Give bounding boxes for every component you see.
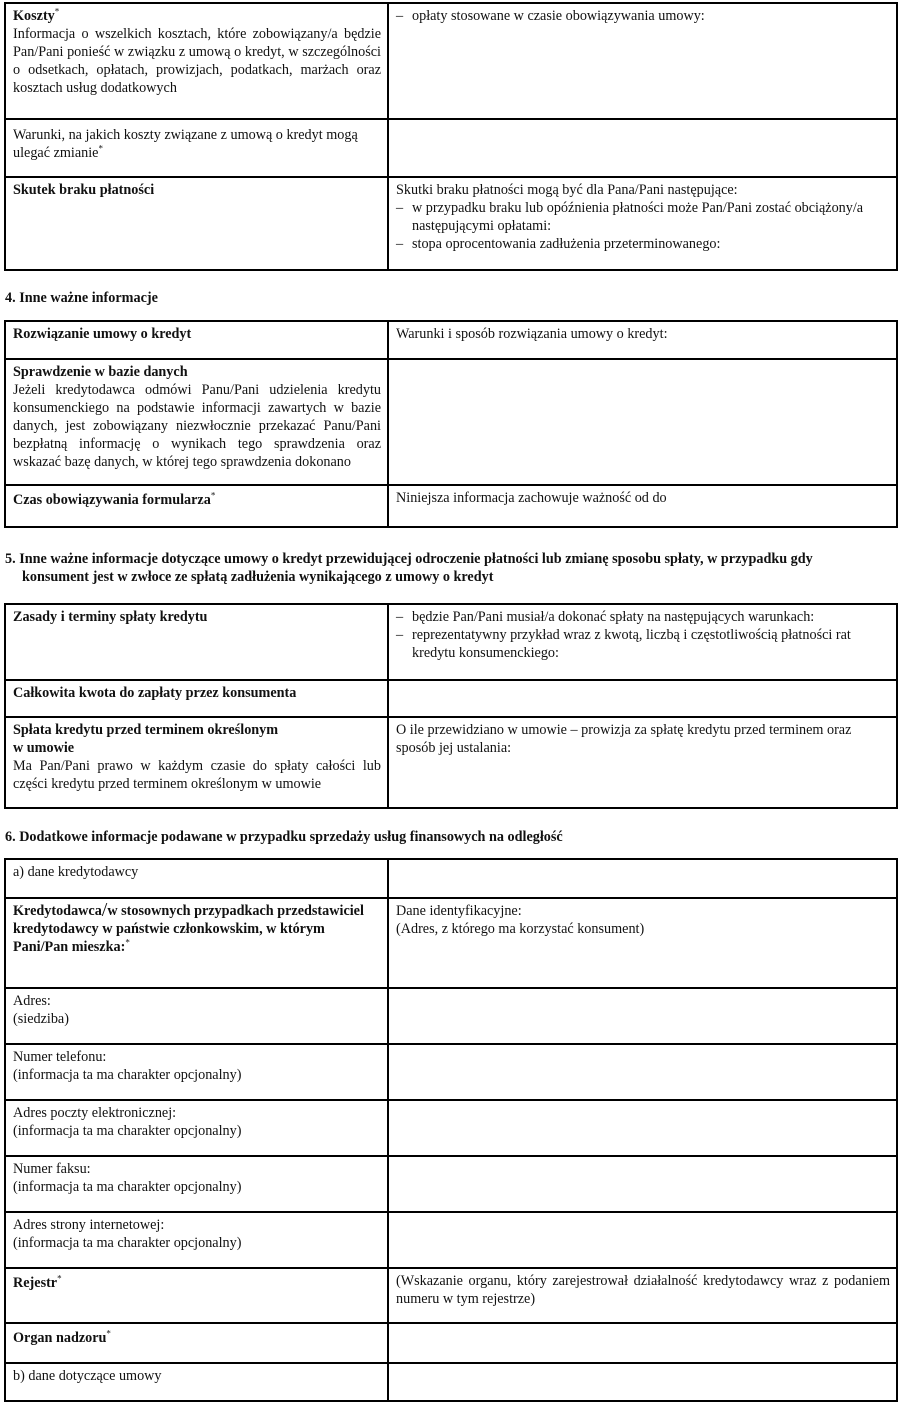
footnote-mark: * (125, 937, 130, 948)
cell-organ-value (388, 1323, 897, 1363)
www-label: Adres strony internetowej: (13, 1217, 165, 1233)
koszty-description: Informacja o wszelkich kosztach, które zobowiązany/a będzie Pan/Pani ponieść w związku z umową o kredyt, w szczególności o odsetkach, opłatach, prowizjach, podatkach, marżach oraz kosztach usług dodatkowych (13, 26, 381, 96)
koszty-item: – opłaty stosowane w czasie obowiązywania umowy: (396, 7, 890, 25)
costs-table (4, 2, 898, 271)
cell-empty (388, 859, 897, 898)
cell-czas-value (388, 485, 897, 527)
dane-umowy-label: b) dane dotyczące umowy (13, 1368, 162, 1384)
splata-title-line1: Spłata kredytu przed terminem określonym (13, 722, 279, 738)
www-note: (informacja ta ma charakter opcjonalny) (13, 1235, 242, 1251)
footnote-mark: * (210, 490, 216, 501)
skutek-intro: Skutki braku płatności mogą być dla Pana/Pani następujące: (396, 182, 738, 198)
cell-adres-value (388, 988, 897, 1044)
telefon-label: Numer telefonu: (13, 1049, 107, 1065)
cell-zasady-value (388, 604, 897, 680)
rozwiazanie-text: Warunki i sposób rozwiązania umowy o kredyt: (396, 326, 668, 342)
row-koszty (5, 3, 897, 119)
cell-rejestr-label (5, 1268, 388, 1323)
telefon-note: (informacja ta ma charakter opcjonalny) (13, 1067, 242, 1083)
row-warunki (5, 119, 897, 177)
rozwiazanie-title: Rozwiązanie umowy o kredyt (13, 326, 192, 342)
cell-warunki-value (388, 119, 897, 177)
section-5-heading-line1: 5. Inne ważne informacje dotyczące umowy o kredyt przewidującej odroczenie płatności lub zmianę sposobu spłaty, w przypadku gdy (5, 551, 813, 567)
cell-splata-label (5, 717, 388, 808)
zasady-item: – będzie Pan/Pani musiał/a dokonać spłaty na następujących warunkach: (396, 608, 890, 626)
kredytodawca-title-b: w stosownych przypadkach przedstawiciel kredytodawcy w państwie członkowskim, w którym Pani/Pan mieszka: (13, 903, 364, 955)
row-telefon (5, 1044, 897, 1100)
cell-koszty-value (388, 3, 897, 119)
cell-email-label (5, 1100, 388, 1156)
email-label: Adres poczty elektronicznej: (13, 1105, 177, 1121)
row-adres (5, 988, 897, 1044)
koszty-title: Koszty (13, 8, 55, 24)
email-note: (informacja ta ma charakter opcjonalny) (13, 1123, 242, 1139)
section-6-heading: 6. Dodatkowe informacje podawane w przypadku sprzedaży usług finansowych na odległość (5, 829, 563, 845)
cell-adres-label (5, 988, 388, 1044)
rejestr-text: (Wskazanie organu, który zarejestrował działalność kredytodawcy wraz z podaniem numeru w tym rejestrze) (396, 1273, 890, 1307)
cell-zasady-label (5, 604, 388, 680)
cell-rozwiazanie-label (5, 321, 388, 359)
cell-dane-umowy (5, 1363, 388, 1401)
footnote-mark: * (106, 1328, 111, 1339)
cell-splata-value (388, 717, 897, 808)
row-rozwiazanie (5, 321, 897, 359)
calkowita-title: Całkowita kwota do zapłaty przez konsumenta (13, 685, 297, 701)
skutek-item: – w przypadku braku lub opóźnienia płatności może Pan/Pani zostać obciążony/a następującymi opłatami: (396, 199, 890, 235)
row-calkowita (5, 680, 897, 717)
cell-calkowita-label (5, 680, 388, 717)
splata-description: Ma Pan/Pani prawo w każdym czasie do spłaty całości lub części kredytu przed terminem określonym w umowie (13, 758, 381, 792)
faks-note: (informacja ta ma charakter opcjonalny) (13, 1179, 242, 1195)
row-splata (5, 717, 897, 808)
row-dane-umowy (5, 1363, 897, 1401)
cell-empty (388, 1363, 897, 1401)
footnote-mark: * (57, 1273, 62, 1284)
splata-text: O ile przewidziano w umowie – prowizja za spłatę kredytu przed terminem oraz sposób jej ustalania: (396, 722, 852, 756)
row-faks (5, 1156, 897, 1212)
other-info-table (4, 320, 898, 528)
adres-konsumenta-note: (Adres, z którego ma korzystać konsument) (396, 921, 645, 937)
row-organ (5, 1323, 897, 1363)
kredytodawca-title-a: Kredytodawca (13, 903, 102, 919)
cell-koszty-label (5, 3, 388, 119)
warunki-text: Warunki, na jakich koszty związane z umową o kredyt mogą ulegać zmianie (13, 127, 358, 161)
row-www (5, 1212, 897, 1268)
cell-sprawdzenie-value (388, 359, 897, 485)
cell-email-value (388, 1100, 897, 1156)
skutek-title: Skutek braku płatności (13, 182, 155, 198)
cell-rozwiazanie-value (388, 321, 897, 359)
row-rejestr (5, 1268, 897, 1323)
organ-title: Organ nadzoru (13, 1330, 107, 1346)
row-czas (5, 485, 897, 527)
section-5-heading-line2: konsument jest w zwłoce ze spłatą zadłużenia wynikającego z umowy o kredyt (22, 569, 494, 585)
czas-text: Niniejsza informacja zachowuje ważność od do (396, 490, 667, 506)
cell-faks-value (388, 1156, 897, 1212)
footnote-mark: * (54, 6, 60, 17)
cell-organ-label (5, 1323, 388, 1363)
cell-skutek-label (5, 177, 388, 270)
zasady-item: – reprezentatywny przykład wraz z kwotą, liczbą i częstotliwością płatności rat kredytu konsumenckiego: (396, 626, 890, 662)
splata-title-line2: w umowie (13, 740, 75, 756)
repayment-table (4, 603, 898, 809)
cell-calkowita-value (388, 680, 897, 717)
cell-telefon-label (5, 1044, 388, 1100)
row-email (5, 1100, 897, 1156)
distance-sales-table (4, 858, 898, 1402)
dane-kredytodawcy-label: a) dane kredytodawcy (13, 864, 139, 880)
cell-kredytodawca-label (5, 898, 388, 988)
cell-dane-kredytodawcy (5, 859, 388, 898)
sprawdzenie-title: Sprawdzenie w bazie danych (13, 364, 188, 380)
rejestr-title: Rejestr (13, 1275, 58, 1291)
cell-telefon-value (388, 1044, 897, 1100)
zasady-title: Zasady i terminy spłaty kredytu (13, 609, 208, 625)
row-kredytodawca (5, 898, 897, 988)
czas-title: Czas obowiązywania formularza (13, 492, 211, 508)
cell-skutek-value (388, 177, 897, 270)
sprawdzenie-description: Jeżeli kredytodawca odmówi Panu/Pani udzielenia kredytu konsumenckiego na podstawie informacji zawartych w bazie danych, jest zobowiązany niezwłocznie przekazać Panu/Pani bezpłatną informację o wynikach tego sprawdzenia oraz wskazać bazę danych, w której tego sprawdzenia dokonano (13, 382, 381, 470)
cell-warunki-label (5, 119, 388, 177)
cell-czas-label (5, 485, 388, 527)
row-dane-kredytodawcy (5, 859, 897, 898)
cell-www-value (388, 1212, 897, 1268)
section-5-heading (5, 550, 895, 586)
cell-faks-label (5, 1156, 388, 1212)
faks-label: Numer faksu: (13, 1161, 91, 1177)
row-skutek (5, 177, 897, 270)
adres-label: Adres: (13, 993, 51, 1009)
footnote-mark: * (98, 143, 103, 154)
dane-identyfikacyjne-label: Dane identyfikacyjne: (396, 903, 522, 919)
cell-sprawdzenie-label (5, 359, 388, 485)
cell-www-label (5, 1212, 388, 1268)
skutek-item: – stopa oprocentowania zadłużenia przeterminowanego: (396, 235, 890, 253)
cell-rejestr-value (388, 1268, 897, 1323)
section-4-heading: 4. Inne ważne informacje (5, 290, 158, 306)
adres-note: (siedziba) (13, 1011, 69, 1027)
slash-separator: / (101, 899, 108, 921)
cell-kredytodawca-value (388, 898, 897, 988)
row-zasady (5, 604, 897, 680)
row-sprawdzenie (5, 359, 897, 485)
